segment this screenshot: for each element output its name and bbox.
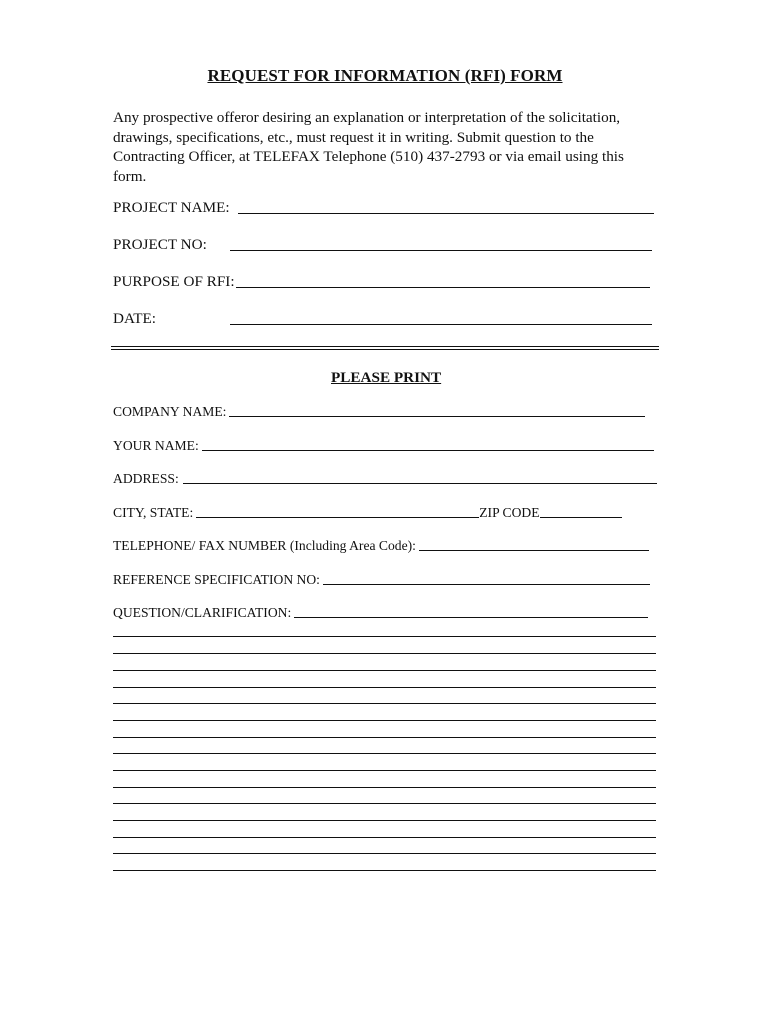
question-writing-line[interactable] (113, 703, 656, 704)
your-name-field[interactable] (202, 450, 654, 451)
question-writing-line[interactable] (113, 803, 656, 804)
telephone-field[interactable] (419, 550, 649, 551)
zip-code-field[interactable] (540, 517, 622, 518)
city-state-field[interactable] (196, 517, 479, 518)
address-row (113, 471, 657, 487)
company-name-row (113, 404, 645, 420)
purpose-label: PURPOSE OF RFI: (113, 273, 235, 290)
separator-line-bottom (111, 349, 659, 350)
your-name-label: YOUR NAME: (113, 438, 199, 453)
question-writing-line[interactable] (113, 670, 656, 671)
question-writing-line[interactable] (113, 853, 656, 854)
question-label: QUESTION/CLARIFICATION: (113, 605, 292, 620)
question-writing-line[interactable] (113, 770, 656, 771)
please-print-heading: PLEASE PRINT (331, 369, 442, 386)
telephone-row (113, 538, 649, 554)
question-writing-line[interactable] (113, 653, 656, 654)
question-writing-line[interactable] (113, 737, 656, 738)
city-state-label: CITY, STATE: (113, 505, 194, 520)
date-row (113, 310, 652, 328)
question-writing-line[interactable] (113, 636, 656, 637)
question-writing-line[interactable] (113, 753, 656, 754)
address-field[interactable] (183, 483, 657, 484)
telephone-label: TELEPHONE/ FAX NUMBER (Including Area Code): (113, 538, 416, 553)
your-name-row (113, 438, 654, 454)
question-writing-line[interactable] (113, 787, 656, 788)
reference-spec-row (113, 572, 650, 588)
separator-line-top (111, 346, 659, 347)
city-state-row (113, 505, 622, 521)
question-writing-line[interactable] (113, 720, 656, 721)
purpose-field[interactable] (236, 287, 650, 288)
question-row (113, 605, 648, 621)
zip-code-label: ZIP CODE (479, 505, 540, 520)
intro-paragraph: Any prospective offeror desiring an explanation or interpretation of the solicitation, drawings, specifications, etc., must request it in writing. Submit question to the Contracting Officer, at TELEFAX Telephone (510) 437-2793 or via email using this form. (113, 109, 624, 185)
question-writing-line[interactable] (113, 687, 656, 688)
reference-spec-field[interactable] (323, 584, 650, 585)
project-no-field[interactable] (230, 250, 652, 251)
project-no-label: PROJECT NO: (113, 236, 207, 253)
question-field[interactable] (294, 617, 648, 618)
question-writing-line[interactable] (113, 820, 656, 821)
company-name-field[interactable] (229, 416, 645, 417)
date-field[interactable] (230, 324, 652, 325)
project-name-label: PROJECT NAME: (113, 199, 230, 216)
address-label: ADDRESS: (113, 471, 179, 486)
project-no-row (113, 236, 652, 254)
question-writing-line[interactable] (113, 870, 656, 871)
project-name-field[interactable] (238, 213, 654, 214)
form-title: REQUEST FOR INFORMATION (RFI) FORM (207, 66, 563, 85)
purpose-row (113, 273, 650, 291)
project-name-row (113, 199, 654, 217)
reference-spec-label: REFERENCE SPECIFICATION NO: (113, 572, 320, 587)
question-writing-line[interactable] (113, 837, 656, 838)
date-label: DATE: (113, 310, 157, 327)
company-name-label: COMPANY NAME: (113, 404, 227, 419)
